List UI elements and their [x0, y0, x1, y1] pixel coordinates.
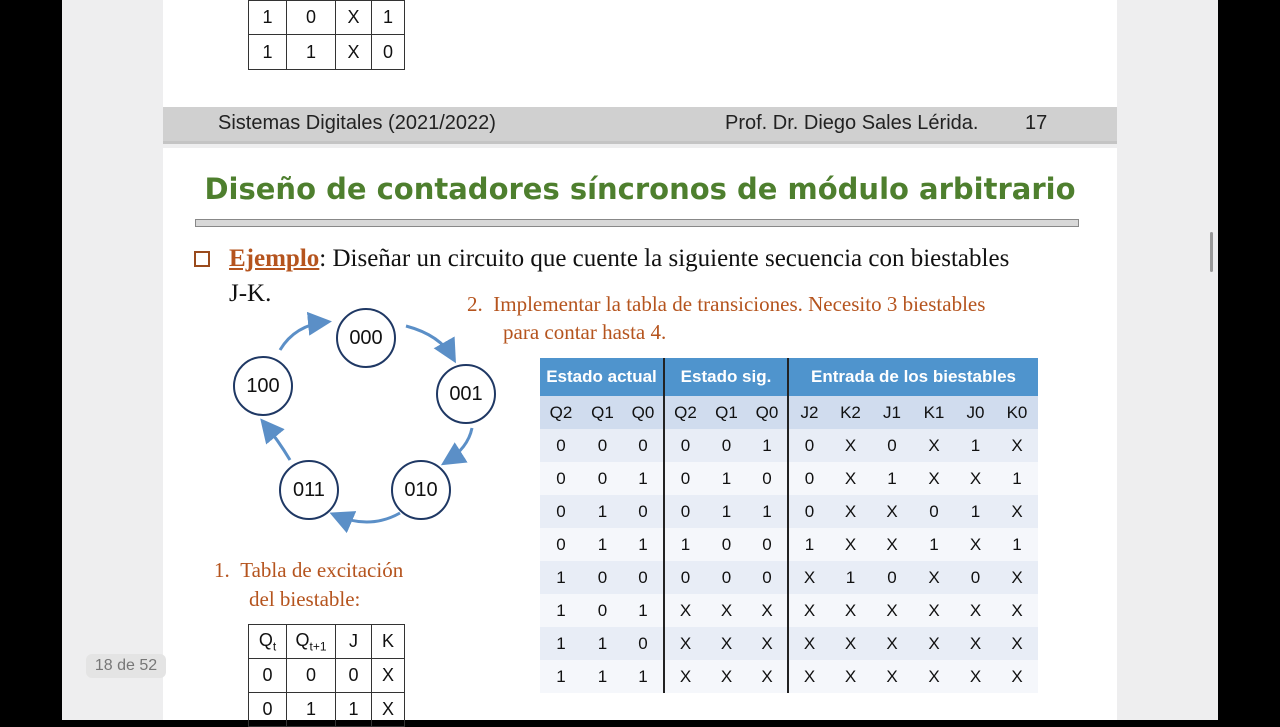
example-colon: : [319, 245, 327, 272]
table-cell: X [830, 462, 871, 495]
table-cell: 1 [747, 495, 788, 528]
table-row [540, 528, 1038, 561]
footer-course: Sistemas Digitales (2021/2022) [218, 112, 496, 134]
arrow-011-100 [264, 423, 290, 460]
table-cell: X [913, 594, 955, 627]
table-cell: 1 [623, 594, 664, 627]
table-cell: 0 [706, 561, 747, 594]
table-cell: 0 [249, 693, 287, 727]
state-node: 100 [233, 356, 293, 416]
column-header: Q1 [706, 396, 747, 429]
arrow-100-000 [280, 322, 326, 350]
state-node: 010 [391, 460, 451, 520]
excitation-table [248, 624, 405, 727]
table-cell: 0 [788, 429, 830, 462]
table-cell: 0 [706, 528, 747, 561]
step-2-number: 2. [467, 292, 483, 316]
table-cell: 0 [372, 35, 405, 70]
table-cell: 1 [706, 495, 747, 528]
arrow-001-010 [446, 428, 472, 462]
table-cell: X [747, 660, 788, 693]
table-cell: X [955, 627, 996, 660]
table-cell: 0 [582, 462, 623, 495]
table-cell: 1 [287, 35, 336, 70]
table-row [540, 594, 1038, 627]
group-header: Entrada de los biestables [788, 358, 1038, 396]
table-cell: X [955, 594, 996, 627]
table-cell: X [706, 660, 747, 693]
table-cell: 1 [249, 1, 287, 35]
table-row [540, 627, 1038, 660]
table-cell: X [996, 495, 1038, 528]
table-cell: 1 [830, 561, 871, 594]
table-cell: 1 [623, 462, 664, 495]
table-cell: X [996, 561, 1038, 594]
table-cell: 0 [582, 561, 623, 594]
table-cell: 0 [623, 429, 664, 462]
arrow-010-011 [335, 513, 400, 522]
table-row [540, 561, 1038, 594]
table-cell: X [955, 528, 996, 561]
example-label: Ejemplo [229, 245, 320, 272]
step-2-line-2: para contar hasta 4. [503, 320, 667, 344]
table-cell: 1 [747, 429, 788, 462]
table-cell: 1 [623, 528, 664, 561]
table-cell: 0 [664, 462, 706, 495]
table-cell: 0 [582, 429, 623, 462]
table-cell: X [996, 594, 1038, 627]
table-cell: 0 [623, 627, 664, 660]
table-cell: 1 [336, 693, 372, 727]
table-cell: 0 [664, 495, 706, 528]
table-cell: 1 [540, 627, 582, 660]
table-cell: X [996, 429, 1038, 462]
table-cell: 0 [623, 561, 664, 594]
table-cell: 0 [582, 594, 623, 627]
step-1-text [214, 556, 403, 614]
table-cell: 0 [871, 561, 913, 594]
table-cell: X [996, 660, 1038, 693]
column-header: J0 [955, 396, 996, 429]
table-cell: 1 [582, 528, 623, 561]
table-cell: 0 [788, 495, 830, 528]
table-cell: X [706, 594, 747, 627]
table-cell: X [336, 1, 372, 35]
header-j: J [336, 625, 372, 659]
table-cell: X [871, 627, 913, 660]
table-cell: X [372, 693, 405, 727]
table-cell: 1 [955, 429, 996, 462]
table-cell: 1 [664, 528, 706, 561]
table-cell: X [913, 429, 955, 462]
header-qt1: $Q_{t+1}$ [287, 625, 336, 659]
table-cell: 0 [913, 495, 955, 528]
step-1-line-2: del biestable: [249, 587, 361, 611]
table-cell: 1 [996, 528, 1038, 561]
header-k: K [372, 625, 405, 659]
column-header-row [540, 396, 1038, 429]
group-header: Estado actual [540, 358, 664, 396]
column-header: Q2 [664, 396, 706, 429]
state-node: 011 [279, 460, 339, 520]
column-header: J2 [788, 396, 830, 429]
table-cell: X [706, 627, 747, 660]
column-header: K0 [996, 396, 1038, 429]
table-cell: X [830, 495, 871, 528]
table-cell: 0 [747, 561, 788, 594]
table-cell: X [372, 659, 405, 693]
header-qt: $Q_t$ [249, 625, 287, 659]
column-header: K2 [830, 396, 871, 429]
table-cell: X [664, 594, 706, 627]
table-cell: 0 [623, 495, 664, 528]
arrow-000-001 [406, 326, 453, 358]
table-cell: X [747, 627, 788, 660]
column-header: K1 [913, 396, 955, 429]
table-cell: 0 [540, 495, 582, 528]
table-cell: X [336, 35, 372, 70]
table-cell: X [788, 627, 830, 660]
table-cell: X [871, 495, 913, 528]
table-cell: X [830, 627, 871, 660]
table-cell: X [788, 660, 830, 693]
step-2-line-1: Implementar la tabla de transiciones. Necesito 3 biestables [493, 292, 986, 316]
table-cell: X [788, 561, 830, 594]
table-cell: 1 [706, 462, 747, 495]
table-cell: 0 [287, 659, 336, 693]
example-text-2: J-K. [229, 280, 272, 307]
table-cell: X [788, 594, 830, 627]
column-header: Q1 [582, 396, 623, 429]
table-cell: 1 [623, 660, 664, 693]
state-node: 001 [436, 364, 496, 424]
step-1-line-1: Tabla de excitación [240, 558, 404, 582]
slide-title: Diseño de contadores síncronos de módulo arbitrario [204, 172, 1076, 206]
table-cell: X [830, 660, 871, 693]
table-cell: X [664, 660, 706, 693]
table-cell: X [830, 528, 871, 561]
table-cell: 0 [747, 528, 788, 561]
table-cell: X [871, 528, 913, 561]
table-cell: 1 [540, 594, 582, 627]
table-cell: 0 [871, 429, 913, 462]
scrollbar-thumb[interactable] [1210, 232, 1213, 272]
table-cell: 1 [871, 462, 913, 495]
table-cell: 1 [955, 495, 996, 528]
table-cell: X [996, 627, 1038, 660]
column-header: Q0 [747, 396, 788, 429]
page-indicator: 18 de 52 [86, 654, 166, 678]
step-1-number: 1. [214, 558, 230, 582]
table-cell: 0 [788, 462, 830, 495]
group-header: Estado sig. [664, 358, 788, 396]
footer-author: Prof. Dr. Diego Sales Lérida. [725, 112, 979, 134]
table-cell: X [913, 627, 955, 660]
table-cell: 1 [582, 660, 623, 693]
table-cell: X [913, 660, 955, 693]
table-cell: 0 [706, 429, 747, 462]
table-cell: 1 [996, 462, 1038, 495]
table-cell: X [871, 660, 913, 693]
table-row [540, 462, 1038, 495]
table-cell: 1 [372, 1, 405, 35]
table-cell: 0 [540, 462, 582, 495]
table-cell: 0 [664, 561, 706, 594]
table-cell: X [747, 594, 788, 627]
state-node: 000 [336, 308, 396, 368]
table-cell: 0 [540, 429, 582, 462]
table-cell: X [955, 660, 996, 693]
transition-table [540, 358, 1038, 693]
column-header: Q0 [623, 396, 664, 429]
table-cell: 1 [582, 495, 623, 528]
table-cell: 0 [664, 429, 706, 462]
table-cell: X [871, 594, 913, 627]
table-row [540, 495, 1038, 528]
table-cell: 0 [336, 659, 372, 693]
table-cell: 1 [788, 528, 830, 561]
table-cell: X [830, 429, 871, 462]
table-cell: X [664, 627, 706, 660]
table-cell: 0 [955, 561, 996, 594]
column-header: Q2 [540, 396, 582, 429]
table-cell: X [955, 462, 996, 495]
example-text: Diseñar un circuito que cuente la siguiente secuencia con biestables [326, 245, 1010, 272]
table-cell: X [830, 594, 871, 627]
table-cell: 0 [747, 462, 788, 495]
column-header: J1 [871, 396, 913, 429]
table-cell: 1 [249, 35, 287, 70]
table-cell: 0 [287, 1, 336, 35]
table-cell: 0 [249, 659, 287, 693]
table-cell: 1 [540, 561, 582, 594]
table-cell: 0 [540, 528, 582, 561]
table-cell: 1 [540, 660, 582, 693]
table-cell: X [913, 462, 955, 495]
table-row [540, 429, 1038, 462]
table-cell: 1 [913, 528, 955, 561]
table-row [540, 660, 1038, 693]
table-cell: 1 [287, 693, 336, 727]
footer-page-number: 17 [1025, 112, 1048, 134]
table-cell: 1 [582, 627, 623, 660]
table-cell: X [913, 561, 955, 594]
